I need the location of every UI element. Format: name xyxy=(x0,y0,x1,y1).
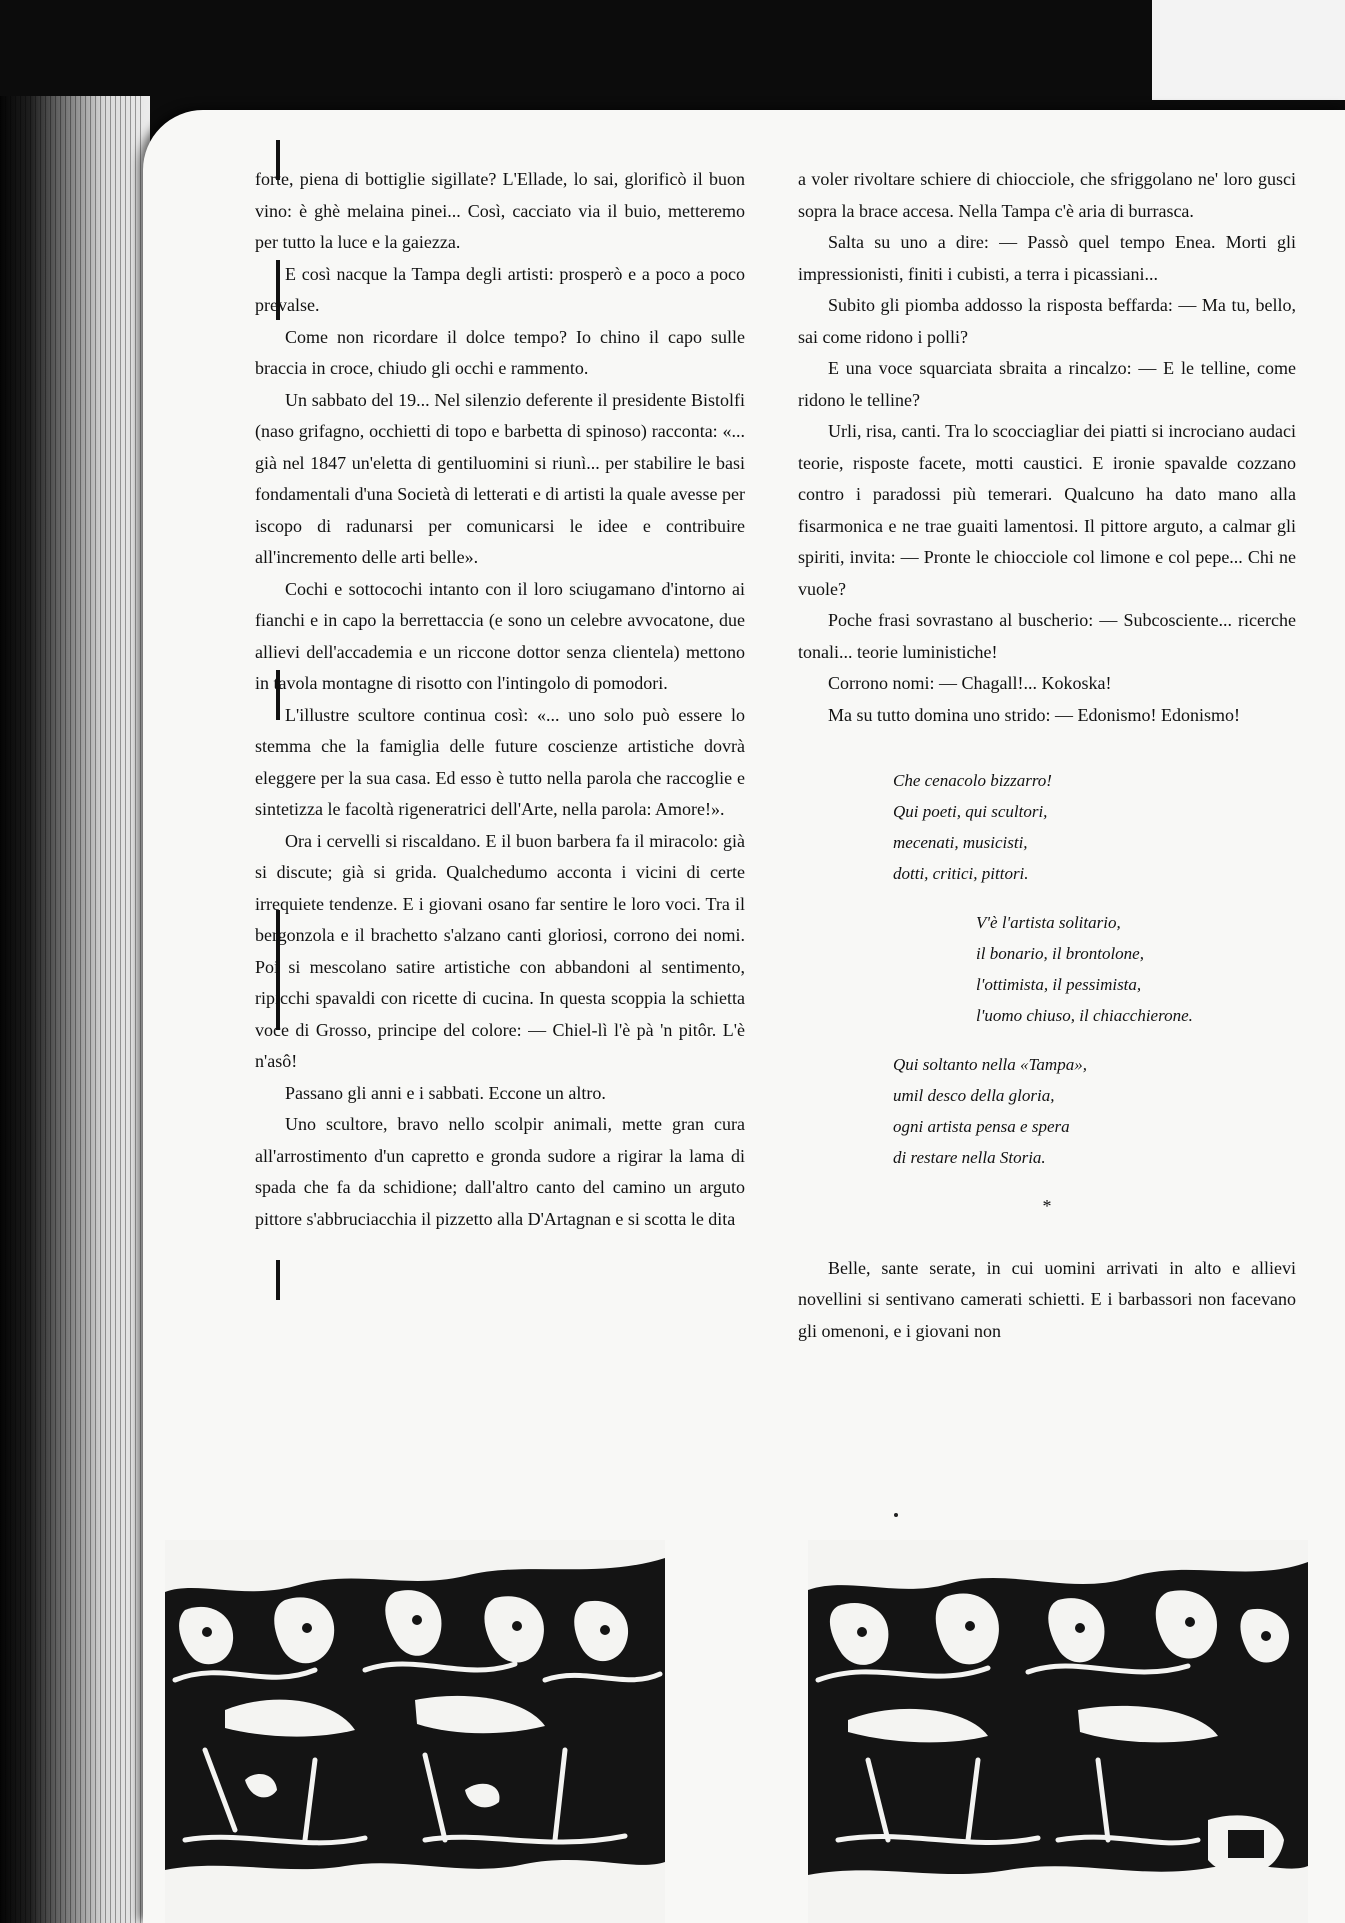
paragraph: Passano gli anni e i sabbati. Eccone un altro. xyxy=(285,1082,606,1103)
paragraph: Subito gli piomba addosso la risposta beffarda: — Ma tu, bello, sai come ridono i polli? xyxy=(798,295,1296,347)
poem-line: Qui poeti, qui scultori, xyxy=(893,802,1048,821)
poem-line: di restare nella Storia. xyxy=(893,1148,1046,1167)
paragraph: a voler rivoltare schiere di chiocciole, che sfriggolano ne' loro gusci sopra la brace accesa. Nella Tampa c'è aria di burrasca. xyxy=(798,169,1296,221)
poem-line: mecenati, musicisti, xyxy=(893,833,1028,852)
paragraph: Un sabbato del 19... Nel silenzio deferente il presidente Bistolfi (naso grifagno, occhietti di topo e barbetta di spinoso) racconta: «... già nel 1847 un'eletta di gentiluomini si riunì... per stabilire le basi fondamentali d'una Società di letterati e di artisti la quale avesse per iscopo di radunarsi per comunicarsi le idee e contribuire all'incremento delle arti belle». xyxy=(255,389,745,567)
poem-line: umil desco della gloria, xyxy=(893,1086,1055,1105)
section-separator: * xyxy=(1042,1196,1052,1216)
poem-line: Che cenacolo bizzarro! xyxy=(893,771,1052,790)
poem-line: Qui soltanto nella «Tampa», xyxy=(893,1055,1087,1074)
paragraph: Salta su uno a dire: — Passò quel tempo Enea. Morti gli impressionisti, finiti i cubisti, a terra i picassiani... xyxy=(798,232,1296,284)
paragraph: Ora i cervelli si riscaldano. E il buon barbera fa il miracolo: già si discute; già si grida. Qualchedumo acconta i vicini di certe irrequiete tendenze. E i giovani osano far sentire le loro voci. Tra il bergonzola e il brachetto s'alzano canti gloriosi, corrono dei nomi. Poi si mescolano satire artistiche con abbandoni al sentimento, ripicchi spavaldi con ricette di cucina. In questa scoppia la schietta voce di Grosso, principe del colore: — Chiel-lì l'è pà 'n pitôr. L'è n'asô! xyxy=(255,830,745,1071)
paragraph: Come non ricordare il dolce tempo? Io chino il capo sulle braccia in croce, chiudo gli occhi e rammento. xyxy=(255,326,745,378)
page-edges-texture xyxy=(0,96,145,1923)
poem-stanza xyxy=(976,907,1296,1031)
poem xyxy=(893,765,1296,1173)
paragraph: L'illustre scultore continua così: «... uno solo può essere lo stemma che la famiglia delle future coscienze artistiche dovrà eleggere per la sua casa. Ed esso è tutto nella parola che raccoglie e sintetizza le facoltà rigeneratrici dell'Arte, nella parola: Amore!». xyxy=(255,704,745,819)
ink-speck xyxy=(894,1513,898,1517)
left-text-column xyxy=(255,164,745,1235)
paragraph: Urli, risa, canti. Tra lo scocciagliar dei piatti si incrociano audaci teorie, risposte facete, motti caustici. E ironie spavalde cozzano contro i paradossi più temerari. Qualcuno ha dato mano alla fisarmonica e ne trae guaiti lamentosi. Il pittore arguto, a calmar gli spiriti, invita: — Pronte le chiocciole col limone e col pepe... Chi ne vuole? xyxy=(798,421,1296,599)
poem-stanza xyxy=(893,1049,1296,1173)
poem-stanza xyxy=(893,765,1296,889)
paragraph: Ma su tutto domina uno strido: — Edonismo! Edonismo! xyxy=(828,704,1240,725)
poem-line: V'è l'artista solitario, xyxy=(976,913,1121,932)
margin-mark xyxy=(276,1260,280,1300)
paragraph: Belle, sante serate, in cui uomini arrivati in alto e allievi novellini si sentivano camerati schietti. E i barbassori non facevano gli omenoni, e i giovani non xyxy=(798,1257,1296,1341)
poem-line: ogni artista pensa e spera xyxy=(893,1117,1070,1136)
scan-corner-background xyxy=(1152,0,1345,100)
right-text-column xyxy=(798,164,1296,1347)
illustration-tavern-scene-right xyxy=(808,1540,1308,1923)
paragraph: Uno scultore, bravo nello scolpir animali, mette gran cura all'arrostimento d'un capretto e gronda sudore a rigirar la lama di spada che fa da schidione; dall'altro canto del camino un arguto pittore s'abbruciacchia il pizzetto alla D'Artagnan e si scotta le dita xyxy=(255,1114,745,1229)
paragraph: E così nacque la Tampa degli artisti: prosperò e a poco a poco prevalse. xyxy=(255,263,745,315)
illustration-tavern-scene-left xyxy=(165,1540,665,1923)
paragraph: Poche frasi sovrastano al buscherio: — Subcosciente... ricerche tonali... teorie luministiche! xyxy=(798,610,1296,662)
book-page xyxy=(143,110,1345,1923)
paragraph: forte, piena di bottiglie sigillate? L'Ellade, lo sai, glorificò il buon vino: è ghè melaina pinei... Così, cacciato via il buio, metteremo per tutto la luce e la gaiezza. xyxy=(255,169,745,252)
poem-line: dotti, critici, pittori. xyxy=(893,864,1029,883)
poem-line: il bonario, il brontolone, xyxy=(976,944,1144,963)
paragraph: E una voce squarciata sbraita a rincalzo: — E le telline, come ridono le telline? xyxy=(798,358,1296,410)
poem-line: l'ottimista, il pessimista, xyxy=(976,975,1142,994)
poem-line: l'uomo chiuso, il chiacchierone. xyxy=(976,1006,1193,1025)
paragraph: Cochi e sottocochi intanto con il loro sciugamano d'intorno ai fianchi e in capo la berrettaccia (e sono un celebre avvocatone, due allievi dell'accademia e un riccone dottor senza clientela) mettono in tavola montagne di risotto con l'intingolo di pomodori. xyxy=(255,578,745,693)
paragraph: Corrono nomi: — Chagall!... Kokoska! xyxy=(828,673,1112,693)
